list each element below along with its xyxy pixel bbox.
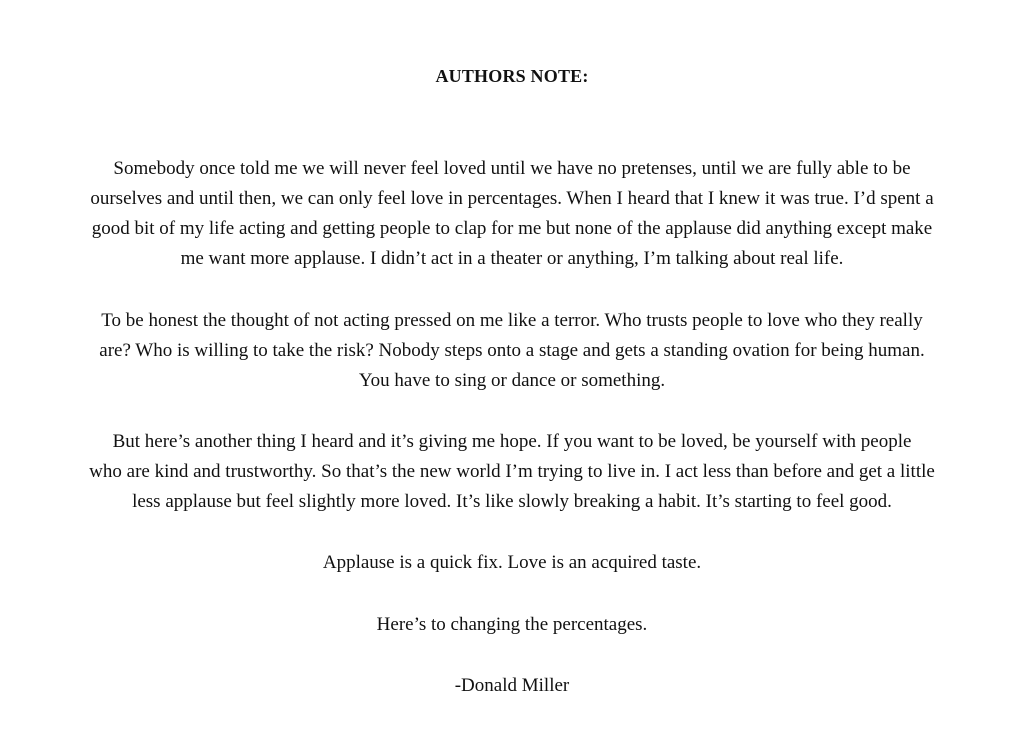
closing-line-applause: Applause is a quick fix. Love is an acquired taste. (322, 552, 702, 573)
paragraph-line: Somebody once told me we will never feel loved until we have no pretenses, until we are fully able to be (113, 158, 911, 179)
paragraph-line: But here’s another thing I heard and it’s giving me hope. If you want to be loved, be yourself with people (112, 431, 912, 452)
paragraph-1 (20, 154, 1004, 274)
page-title: AUTHORS NOTE: (435, 66, 589, 86)
paragraph-line: who are kind and trustworthy. So that’s the new world I’m trying to live in. I act less than before and get a little (89, 461, 935, 482)
author-signature: -Donald Miller (454, 675, 570, 696)
paragraph-3 (20, 427, 1004, 517)
paragraph-line: You have to sing or dance or something. (358, 370, 666, 391)
paragraph-line: less applause but feel slightly more loved. It’s like slowly breaking a habit. It’s starting to feel good. (132, 491, 892, 512)
paragraph-line: To be honest the thought of not acting pressed on me like a terror. Who trusts people to love who they really (101, 310, 923, 331)
paragraph-line: are? Who is willing to take the risk? Nobody steps onto a stage and gets a standing ovation for being human. (99, 340, 925, 361)
paragraph-line: ourselves and until then, we can only feel love in percentages. When I heard that I knew it was true. I’d spent a (90, 188, 934, 209)
paragraph-line: me want more applause. I didn’t act in a theater or anything, I’m talking about real life. (180, 248, 844, 269)
paragraph-2 (20, 306, 1004, 396)
paragraph-line: good bit of my life acting and getting people to clap for me but none of the applause did anything except make (91, 218, 933, 239)
closing-line-percentages: Here’s to changing the percentages. (376, 614, 648, 635)
